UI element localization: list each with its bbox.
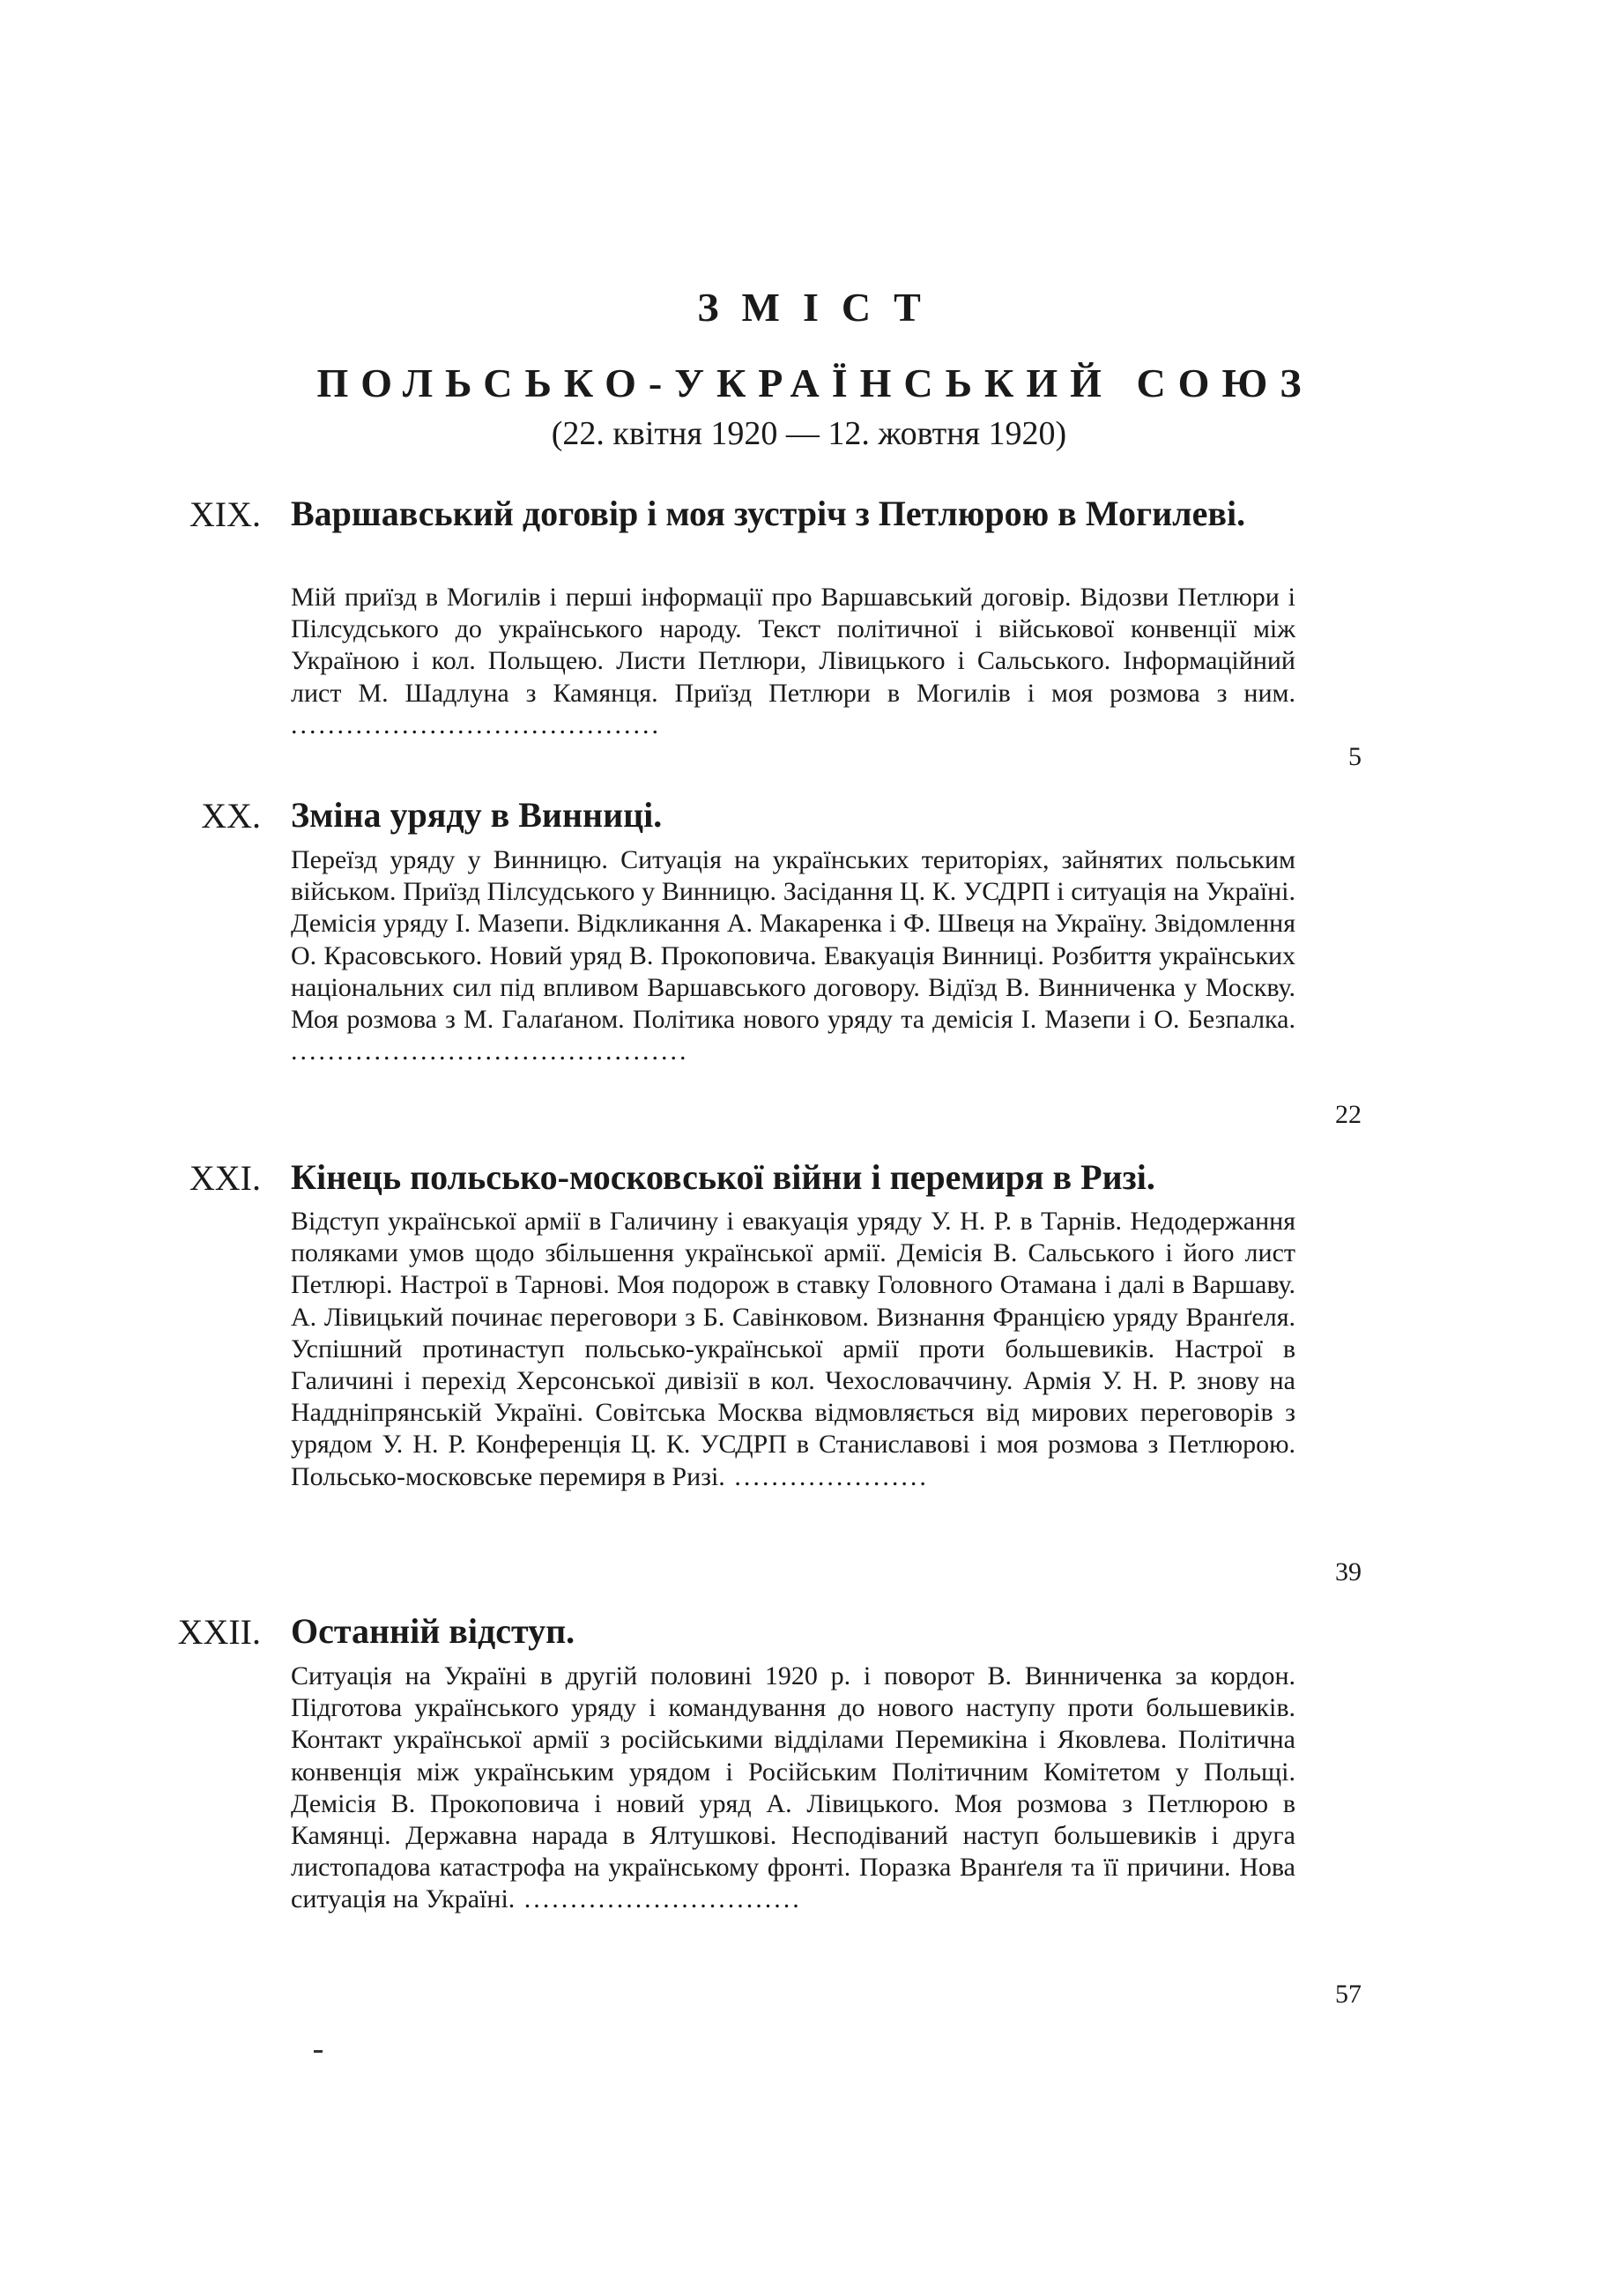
chapter-number: XX. xyxy=(201,796,261,836)
page-number: 39 xyxy=(1335,1557,1362,1586)
page-number: 5 xyxy=(1348,742,1362,771)
chapter-description: Переїзд уряду у Винницю. Ситуація на українських територіях, зайнятих польським військом. Приїзд Пілсудського у Винницю. Засідання Ц. К. УСДРП і ситуація на Україні. Демісія уряду І. Мазепи. Відкликання А. Макаренка і Ф. Швеця на Україну. Звідомлення О. Красовського. Новий уряд В. Прокоповича. Евакуація Винниці. Розбиття українських національних сил під впливом Варшавського договору. Відїзд В. Винниченка у Москву. Моя розмова з М. Галаґаном. Політика нового уряду та демісія І. Мазепи і О. Безпалка. ........................................... xyxy=(291,845,1295,1066)
chapter-title: Варшавський договір і моя зустріч з Петлюрою в Могилеві. xyxy=(291,494,1246,533)
chapter-description: Ситуація на Україні в другій половині 1920 р. і поворот В. Винниченка за кордон. Підготова українського уряду і командування до нового наступу проти большевиків. Контакт української армії з російськими відділами Перемикіна і Яковлева. Політична конвенція між українським урядом і Російським Політичним Комітетом у Польщі. Демісія В. Прокоповича і новий уряд А. Лівицького. Моя розмова з Петлюрою в Камянці. Державна нарада в Ялтушкові. Несподіваний наступ большевиків і друга листопадова катастрофа на українському фронті. Поразка Вранґеля та її причини. Нова ситуація на Україні. .............................. xyxy=(291,1661,1295,1914)
chapter-number: XXI. xyxy=(189,1158,261,1198)
chapter-description: Мій приїзд в Могилів і перші інформації про Варшавський договір. Відозви Петлюри і Пілсудського до українського народу. Текст політичної і військової конвенції між Україною і кол. Польщею. Листи Петлюри, Лівицького і Сальського. Інформаційний лист М. Шадлуна з Камянця. Приїзд Петлюри в Могилів і моя розмова з ним. ........................................ xyxy=(291,583,1295,739)
print-mark xyxy=(314,2050,323,2053)
page-number: 22 xyxy=(1335,1100,1362,1129)
part-dates: (22. квітня 1920 — 12. жовтня 1920) xyxy=(551,415,1067,452)
page-number: 57 xyxy=(1335,1980,1362,2009)
chapter-title: Останній відступ. xyxy=(291,1611,575,1651)
page-title: ЗМІСТ xyxy=(697,285,944,330)
chapter-number: XXII. xyxy=(177,1612,261,1652)
chapter-description: Відступ української армії в Галичину і евакуація уряду У. Н. Р. в Тарнів. Недодержання поляками умов щодо збільшення української армії. Демісія В. Сальського і його лист Петлюрі. Настрої в Тарнові. Моя подорож в ставку Головного Отамана і далі в Варшаву. А. Лівицький починає переговори з Б. Савінковом. Визнання Францією уряду Вранґеля. Успішний протинаступ польсько-української армії проти большевиків. Настрої в Галичині і перехід Херсонської дивізії в кол. Чехословаччину. Армія У. Н. Р. знову на Наддніпрянській Україні. Совітська Москва відмовляється від мирових переговорів з урядом У. Н. Р. Конференція Ц. К. УСДРП в Станиславові і моя розмова з Петлюрою. Польсько-московське перемиря в Ризі. ..................... xyxy=(291,1207,1295,1491)
chapter-number: XIX. xyxy=(189,494,261,534)
chapter-title: Зміна уряду в Винниці. xyxy=(291,795,663,835)
chapter-title: Кінець польсько-московської війни і перемиря в Ризі. xyxy=(291,1157,1155,1197)
part-title: ПОЛЬСЬКО-УКРАЇНСЬКИЙ СОЮЗ xyxy=(316,360,1314,405)
